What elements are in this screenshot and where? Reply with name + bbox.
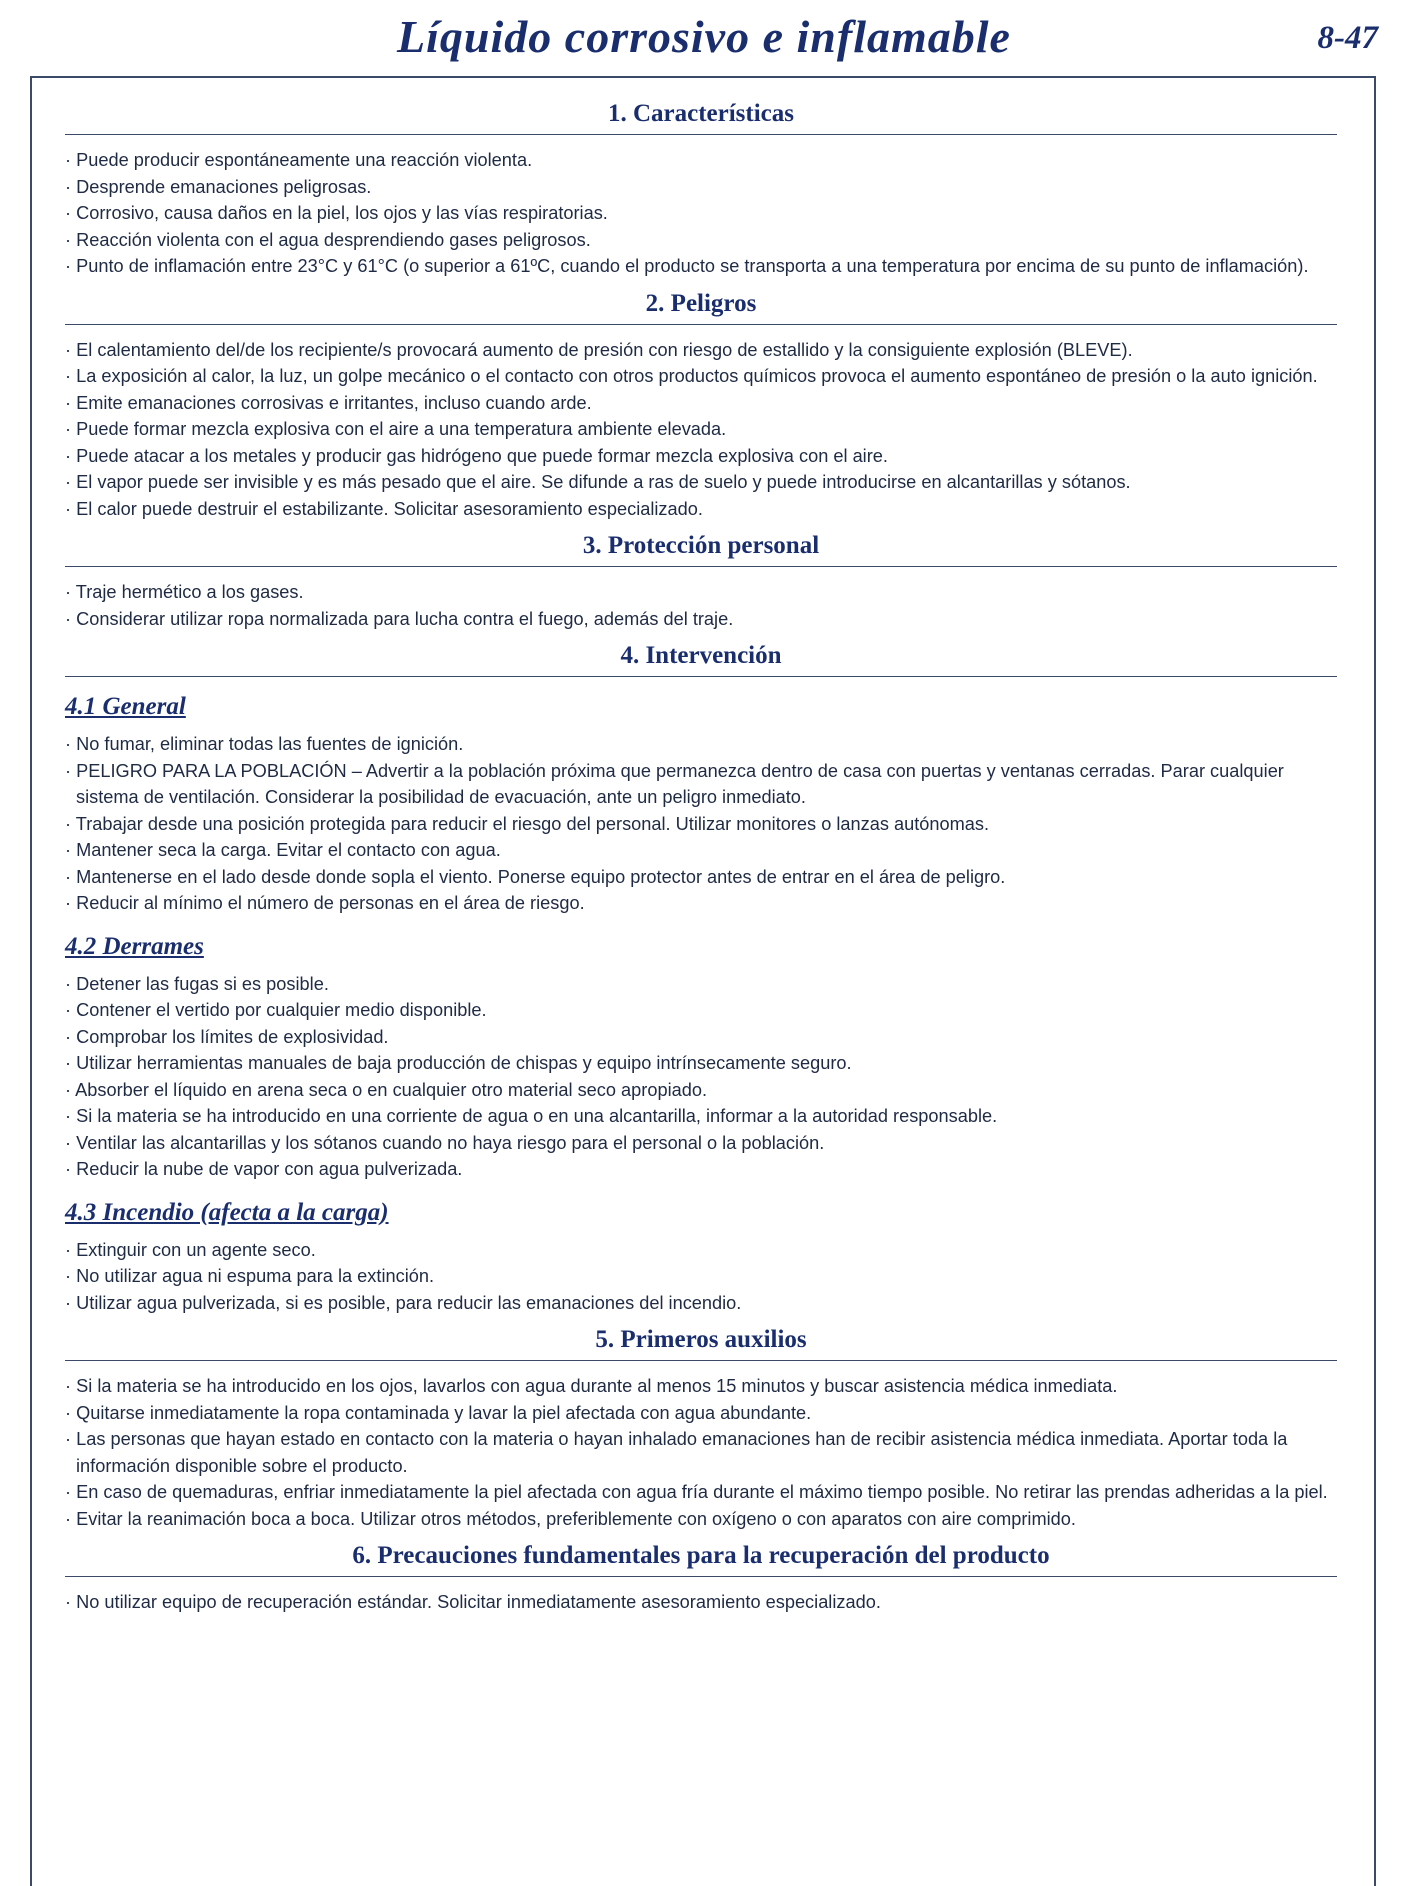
page-number: 8-47 bbox=[1317, 20, 1378, 56]
list-item: · La exposición al calor, la luz, un golpe mecánico o el contacto con otros productos químicos provoca el aumento espontáneo de presión o la auto ignición. bbox=[65, 363, 1337, 390]
list-item: · Emite emanaciones corrosivas e irritantes, incluso cuando arde. bbox=[65, 390, 1337, 417]
list-item: · No utilizar agua ni espuma para la extinción. bbox=[65, 1263, 1337, 1290]
list-item: · Reducir la nube de vapor con agua pulverizada. bbox=[65, 1156, 1337, 1183]
list-proteccion-personal bbox=[65, 579, 1337, 632]
list-item: · Reacción violenta con el agua desprendiendo gases peligrosos. bbox=[65, 227, 1337, 254]
list-item: · Contener el vertido por cualquier medio disponible. bbox=[65, 997, 1337, 1024]
list-incendio bbox=[65, 1237, 1337, 1317]
list-item: · Reducir al mínimo el número de personas en el área de riesgo. bbox=[65, 890, 1337, 917]
list-item: · Trabajar desde una posición protegida para reducir el riesgo del personal. Utilizar monitores o lanzas autónomas. bbox=[65, 811, 1337, 838]
section-title-caracteristicas: 1. Características bbox=[65, 100, 1337, 135]
list-item: · Utilizar herramientas manuales de baja producción de chispas y equipo intrínsecamente seguro. bbox=[65, 1050, 1337, 1077]
list-item: · Extinguir con un agente seco. bbox=[65, 1237, 1337, 1264]
section-title-peligros: 2. Peligros bbox=[65, 290, 1337, 325]
list-item: · Si la materia se ha introducido en los ojos, lavarlos con agua durante al menos 15 minutos y buscar asistencia médica inmediata. bbox=[65, 1373, 1337, 1400]
list-item: · El calor puede destruir el estabilizante. Solicitar asesoramiento especializado. bbox=[65, 496, 1337, 523]
list-general bbox=[65, 731, 1337, 917]
section-title-primeros-auxilios: 5. Primeros auxilios bbox=[65, 1326, 1337, 1361]
subsection-title-derrames: 4.2 Derrames bbox=[65, 932, 204, 960]
list-item: · Comprobar los límites de explosividad. bbox=[65, 1024, 1337, 1051]
list-item: · Puede producir espontáneamente una reacción violenta. bbox=[65, 147, 1337, 174]
list-item: · Absorber el líquido en arena seca o en cualquier otro material seco apropiado. bbox=[65, 1077, 1337, 1104]
list-item: · En caso de quemaduras, enfriar inmediatamente la piel afectada con agua fría durante el máximo tiempo posible. No retirar las prendas adheridas a la piel. bbox=[65, 1479, 1337, 1506]
list-item: · Puede formar mezcla explosiva con el aire a una temperatura ambiente elevada. bbox=[65, 416, 1337, 443]
subsection-title-incendio: 4.3 Incendio (afecta a la carga) bbox=[65, 1198, 389, 1226]
section-title-precauciones: 6. Precauciones fundamentales para la recuperación del producto bbox=[65, 1542, 1337, 1577]
list-precauciones bbox=[65, 1589, 1337, 1616]
list-item: · Ventilar las alcantarillas y los sótanos cuando no haya riesgo para el personal o la población. bbox=[65, 1130, 1337, 1157]
list-item: · PELIGRO PARA LA POBLACIÓN – Advertir a la población próxima que permanezca dentro de casa con puertas y ventanas cerradas. Parar cualquier sistema de ventilación. Considerar la posibilidad de evacuación, ante un peligro inmediato. bbox=[65, 758, 1337, 811]
list-item: · El vapor puede ser invisible y es más pesado que el aire. Se difunde a ras de suelo y puede introducirse en alcantarillas y sótanos. bbox=[65, 469, 1337, 496]
list-item: · Corrosivo, causa daños en la piel, los ojos y las vías respiratorias. bbox=[65, 200, 1337, 227]
list-item: · Evitar la reanimación boca a boca. Utilizar otros métodos, preferiblemente con oxígeno o con aparatos con aire comprimido. bbox=[65, 1506, 1337, 1533]
list-item: · Considerar utilizar ropa normalizada para lucha contra el fuego, además del traje. bbox=[65, 606, 1337, 633]
subsection-title-general: 4.1 General bbox=[65, 693, 186, 720]
list-item: · Traje hermético a los gases. bbox=[65, 579, 1337, 606]
list-caracteristicas bbox=[65, 147, 1337, 280]
page-title: Líquido corrosivo e inflamable bbox=[397, 11, 1011, 62]
list-item: · Puede atacar a los metales y producir gas hidrógeno que puede formar mezcla explosiva con el aire. bbox=[65, 443, 1337, 470]
list-item: · Quitarse inmediatamente la ropa contaminada y lavar la piel afectada con agua abundante. bbox=[65, 1400, 1337, 1427]
list-item: · Punto de inflamación entre 23°C y 61°C (o superior a 61ºC, cuando el producto se transporta a una temperatura por encima de su punto de inflamación). bbox=[65, 253, 1337, 280]
list-item: · Si la materia se ha introducido en una corriente de agua o en una alcantarilla, informar a la autoridad responsable. bbox=[65, 1103, 1337, 1130]
list-item: · Utilizar agua pulverizada, si es posible, para reducir las emanaciones del incendio. bbox=[65, 1290, 1337, 1317]
list-item: · El calentamiento del/de los recipiente/s provocará aumento de presión con riesgo de estallido y la consiguiente explosión (BLEVE). bbox=[65, 337, 1337, 364]
list-derrames bbox=[65, 971, 1337, 1183]
list-item: · No fumar, eliminar todas las fuentes de ignición. bbox=[65, 731, 1337, 758]
document-content bbox=[65, 100, 1337, 1626]
list-peligros bbox=[65, 337, 1337, 523]
section-title-proteccion-personal: 3. Protección personal bbox=[65, 532, 1337, 567]
list-item: · Desprende emanaciones peligrosas. bbox=[65, 174, 1337, 201]
list-item: · Las personas que hayan estado en contacto con la materia o hayan inhalado emanaciones han de recibir asistencia médica inmediata. Aportar toda la información disponible sobre el producto. bbox=[65, 1426, 1337, 1479]
list-item: · No utilizar equipo de recuperación estándar. Solicitar inmediatamente asesoramiento especializado. bbox=[65, 1589, 1337, 1616]
list-primeros-auxilios bbox=[65, 1373, 1337, 1532]
list-item: · Detener las fugas si es posible. bbox=[65, 971, 1337, 998]
list-item: · Mantenerse en el lado desde donde sopla el viento. Ponerse equipo protector antes de entrar en el área de peligro. bbox=[65, 864, 1337, 891]
list-item: · Mantener seca la carga. Evitar el contacto con agua. bbox=[65, 837, 1337, 864]
section-title-intervencion: 4. Intervención bbox=[65, 642, 1337, 677]
